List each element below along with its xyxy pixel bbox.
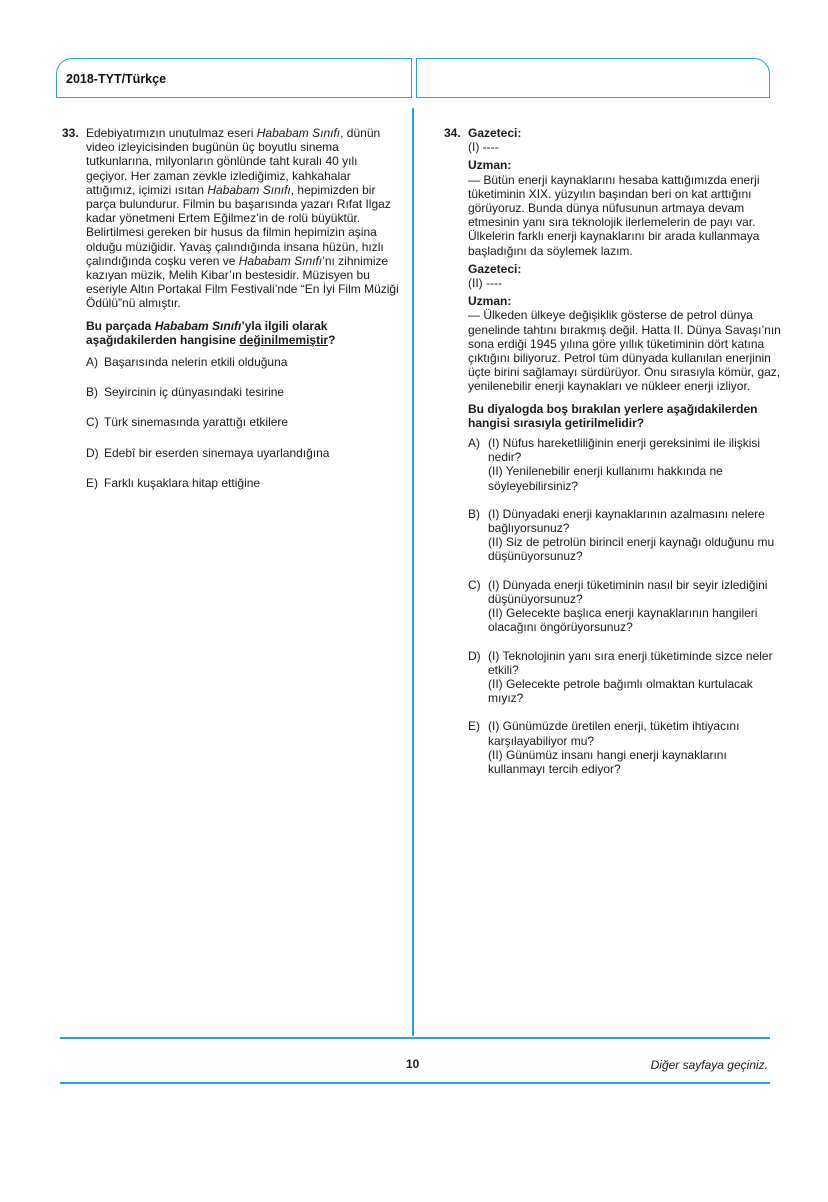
passage-title-italic: Hababam Sınıfı [238, 253, 323, 268]
passage-segment: , hepimizden bir parça bulundurur. Filmin bu başarısında yazarı Rıfat Ilgaz kadar yönetmeni Ertem Eğilmez’in de rolü büyüktür. Belirtilmesi gereken bir husus da filmin hepimizin aşina olduğu müziğidir. Yavaş çalındığında insana hüzün, hızlı çalındığında coşku veren ve [86, 182, 391, 268]
option-d[interactable] [468, 649, 784, 706]
option-letter: C) [86, 415, 99, 430]
option-letter: E) [468, 719, 480, 734]
option-text: Edebî bir eserden sinemaya uyarlandığına [104, 445, 330, 460]
stem-text: ’yla ilgili olarak aşağıdakilerden hangisine [86, 318, 328, 347]
option-line-2: (II) Siz de petrolün birincil enerji kaynağı olduğunu mu düşünüyorsunuz? [488, 535, 775, 564]
question-stem: Bu diyalogda boş bırakılan yerlere aşağıdakilerden hangisi sırasıyla getirilmelidir? [468, 401, 758, 430]
speaker-label: Gazeteci: [468, 126, 522, 140]
option-line-2: (II) Yenilenebilir enerji kullanımı hakkında ne söyleyebilirsiniz? [488, 464, 723, 493]
option-letter: D) [468, 648, 481, 663]
option-line-2: (II) Gelecekte petrole bağımlı olmaktan kurtulacak mıyız? [488, 676, 753, 706]
option-letter: A) [468, 436, 480, 451]
option-b[interactable] [86, 385, 402, 399]
dialogue-line: (II) ---- [468, 276, 502, 291]
option-c[interactable] [86, 415, 402, 429]
option-line-1: (I) Dünyada enerji tüketiminin nasıl bir seyir izlediğini düşünüyorsunuz? [488, 577, 768, 606]
passage-title-italic: Hababam Sınıfı [256, 126, 341, 140]
stem-italic: Hababam Sınıfı [154, 318, 242, 333]
option-text: Türk sinemasında yarattığı etkilere [104, 415, 289, 430]
option-letter: B) [468, 506, 480, 521]
passage-segment: Edebiyatımızın unutulmaz eseri [86, 126, 257, 140]
option-e[interactable] [468, 719, 784, 776]
question-stem [86, 319, 402, 347]
next-page-note: Diğer sayfaya geçiniz. [650, 1058, 768, 1072]
speaker-label: Uzman: [468, 294, 512, 309]
option-line-1: (I) Nüfus hareketliliğinin enerji gereksinimi ile ilişkisi nedir? [488, 436, 761, 465]
option-text: Seyircinin iç dünyasındaki tesirine [104, 385, 285, 400]
option-b[interactable] [468, 507, 784, 564]
option-d[interactable] [86, 446, 402, 460]
stem-text: Bu parçada [86, 318, 155, 333]
question-34 [444, 126, 784, 776]
option-letter: E) [86, 475, 98, 490]
passage-segment: , dünün video izleyicisinden bugünün üç boyutlu sinema tutkunlarına, milyonların gönlünde taht kuralı 40 yılı geçiyor. Her zaman zevkle izlediğimiz, kahkahalar attığımız, içimizi ısıtan [86, 126, 381, 197]
option-letter: B) [86, 385, 98, 400]
header-left-box [56, 58, 412, 98]
speaker-label: Uzman: [468, 158, 512, 173]
option-a[interactable] [86, 355, 402, 369]
option-e[interactable] [86, 476, 402, 490]
header-right-box [416, 58, 770, 98]
option-line-1: (I) Teknolojinin yanı sıra enerji tüketiminde sizce neler etkili? [488, 648, 773, 677]
footer-rule-top [60, 1037, 770, 1039]
option-text: Başarısında nelerin etkili olduğuna [104, 355, 288, 370]
option-line-1: (I) Günümüzde üretilen enerji, tüketim ihtiyacını karşılayabiliyor mu? [488, 719, 740, 748]
dialogue-line: — Bütün enerji kaynaklarını hesaba kattığımızda enerji tüketiminin XIX. yüzyılın başından beri on kat arttığını görüyoruz. Bunda dünya nüfusunun artmaya devam etmesinin yanı sıra teknolojik ilerlemelerin de payı var. Ülkelerin farklı enerji kaynaklarını bir arada kullanmaya başladığını da söylemek lazım. [468, 172, 760, 258]
option-text: Farklı kuşaklara hitap ettiğine [104, 475, 261, 490]
stem-text: ? [328, 332, 336, 347]
question-number: 33. [62, 126, 79, 140]
option-line-2: (II) Gelecekte başlıca enerji kaynaklarının hangileri olacağını öngörüyorsunuz? [488, 606, 758, 635]
question-number: 34. [444, 126, 461, 140]
dialogue-line: — Ülkeden ülkeye değişiklik gösterse de petrol dünya genelinde tahtını bırakmış değil. Hatta II. Dünya Savaşı’nın sona erdiği 1945 yılına göre yıllık tüketiminin dört katına çıktığını biliyoruz. Petrol tüm dünyada kullanılan enerjinin üçte birini sağlamayı sürdürüyor. Onu sırasıyla kömür, gaz, yenilenebilir enerji kaynakları ve nükleer enerji izliyor. [468, 308, 781, 394]
exam-title: 2018-TYT/Türkçe [66, 72, 167, 86]
question-33 [62, 126, 402, 490]
option-letter: D) [86, 445, 99, 460]
option-line-2: (II) Günümüz insanı hangi enerji kaynaklarını kullanmayı tercih ediyor? [488, 747, 727, 776]
column-divider [412, 108, 414, 1036]
speaker-label: Gazeteci: [468, 261, 522, 276]
option-letter: C) [468, 577, 481, 592]
option-letter: A) [86, 355, 98, 370]
footer-rule-bottom [60, 1082, 770, 1084]
option-c[interactable] [468, 578, 784, 635]
passage-segment: ’nı zihnimize kazıyan müzik, Melih Kibar’ın bestesidir. Müzisyen bu eseriyle Altın Portakal Film Festivali’nde “En İyi Film Müziği Ödülü”nü almıştır. [86, 253, 399, 311]
dialogue-line: (I) ---- [468, 140, 499, 155]
option-a[interactable] [468, 436, 784, 493]
page-number: 10 [406, 1057, 420, 1071]
stem-underlined: değinilmemiştir [239, 332, 329, 347]
option-line-1: (I) Dünyadaki enerji kaynaklarının azalmasını nelere bağlıyorsunuz? [488, 506, 765, 536]
passage [86, 126, 402, 311]
passage-title-italic: Hababam Sınıfı [207, 182, 291, 197]
